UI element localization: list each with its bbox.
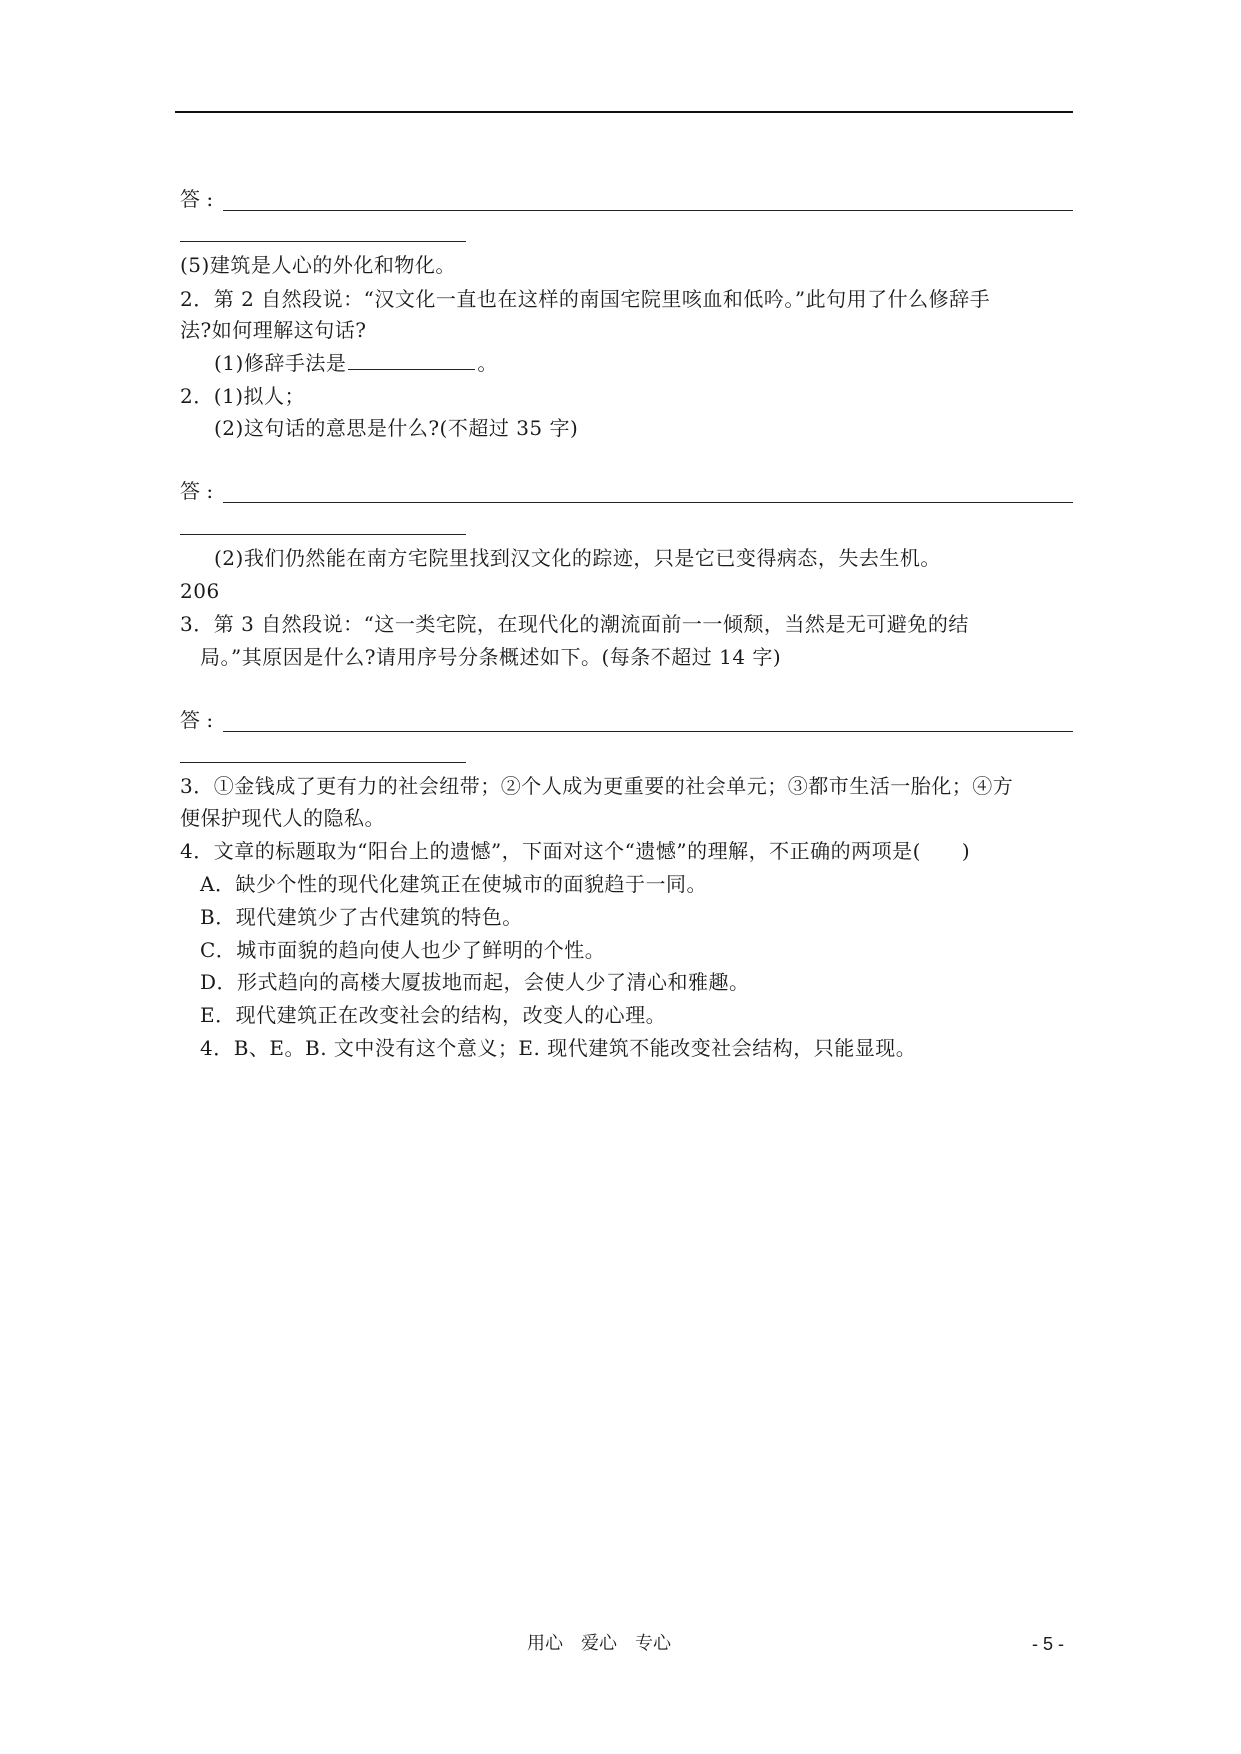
answer-line-2 — [180, 478, 1073, 508]
question-2-1-text: (1)修辞手法是 — [214, 351, 347, 375]
question-2-2: (2)这句话的意思是什么?(不超过 35 字) — [214, 416, 579, 440]
answer-underline — [223, 731, 1073, 732]
answer-label: 答 : — [180, 479, 214, 503]
answer-3-line-1: 3．①金钱成了更有力的社会纽带；②个人成为更重要的社会单元；③都市生活一胎化；④方 — [180, 774, 1014, 798]
option-a: A．缺少个性的现代化建筑正在使城市的面貌趋于一同。 — [200, 872, 707, 896]
answer-underline-short — [180, 762, 466, 763]
answer-2-2: (2)我们仍然能在南方宅院里找到汉文化的踪迹，只是它已变得病态，失去生机。 — [214, 546, 941, 570]
option-b: B．现代建筑少了古代建筑的特色。 — [200, 905, 523, 929]
answer-underline-short — [180, 534, 466, 535]
option-d: D．形式趋向的高楼大厦拔地而起，会使人少了清心和雅趣。 — [200, 970, 750, 994]
fill-blank — [348, 351, 475, 370]
question-3-line-1: 3．第 3 自然段说：“这一类宅院，在现代化的潮流面前一一倾颓，当然是无可避免的结 — [180, 612, 969, 636]
answer-label: 答 : — [180, 187, 214, 211]
page-reference: 206 — [180, 579, 220, 603]
answer-4: 4．B、E。B. 文中没有这个意义；E. 现代建筑不能改变社会结构，只能显现。 — [200, 1036, 917, 1060]
question-3-line-2: 局。”其原因是什么?请用序号分条概述如下。(每条不超过 14 字) — [200, 645, 782, 669]
answer-2-1: 2．(1)拟人； — [180, 384, 306, 408]
answer-line-3 — [180, 707, 1073, 737]
question-2-1 — [214, 350, 498, 376]
question-2-1-end: 。 — [477, 351, 498, 375]
option-e: E．现代建筑正在改变社会的结构，改变人的心理。 — [200, 1003, 667, 1027]
answer-underline — [223, 502, 1073, 503]
footer-motto: 用心 爱心 专心 — [527, 1633, 671, 1654]
text-line: (5)建筑是人心的外化和物化。 — [180, 253, 456, 277]
header-rule — [175, 111, 1073, 113]
answer-line-1 — [180, 186, 1073, 216]
answer-underline — [223, 210, 1073, 211]
answer-underline-short — [180, 241, 466, 242]
question-2-line-1: 2．第 2 自然段说：“汉文化一直也在这样的南国宅院里咳血和低吟。”此句用了什么修辞手 — [180, 287, 991, 311]
answer-label: 答 : — [180, 708, 214, 732]
answer-3-line-2: 便保护现代人的隐私。 — [180, 806, 385, 830]
page-number: - 5 - — [1032, 1634, 1065, 1654]
option-c: C．城市面貌的趋向使人也少了鲜明的个性。 — [200, 938, 606, 962]
question-2-line-2: 法?如何理解这句话? — [180, 318, 367, 342]
question-4: 4．文章的标题取为“阳台上的遗憾”，下面对这个“遗憾”的理解，不正确的两项是( ) — [180, 839, 971, 863]
